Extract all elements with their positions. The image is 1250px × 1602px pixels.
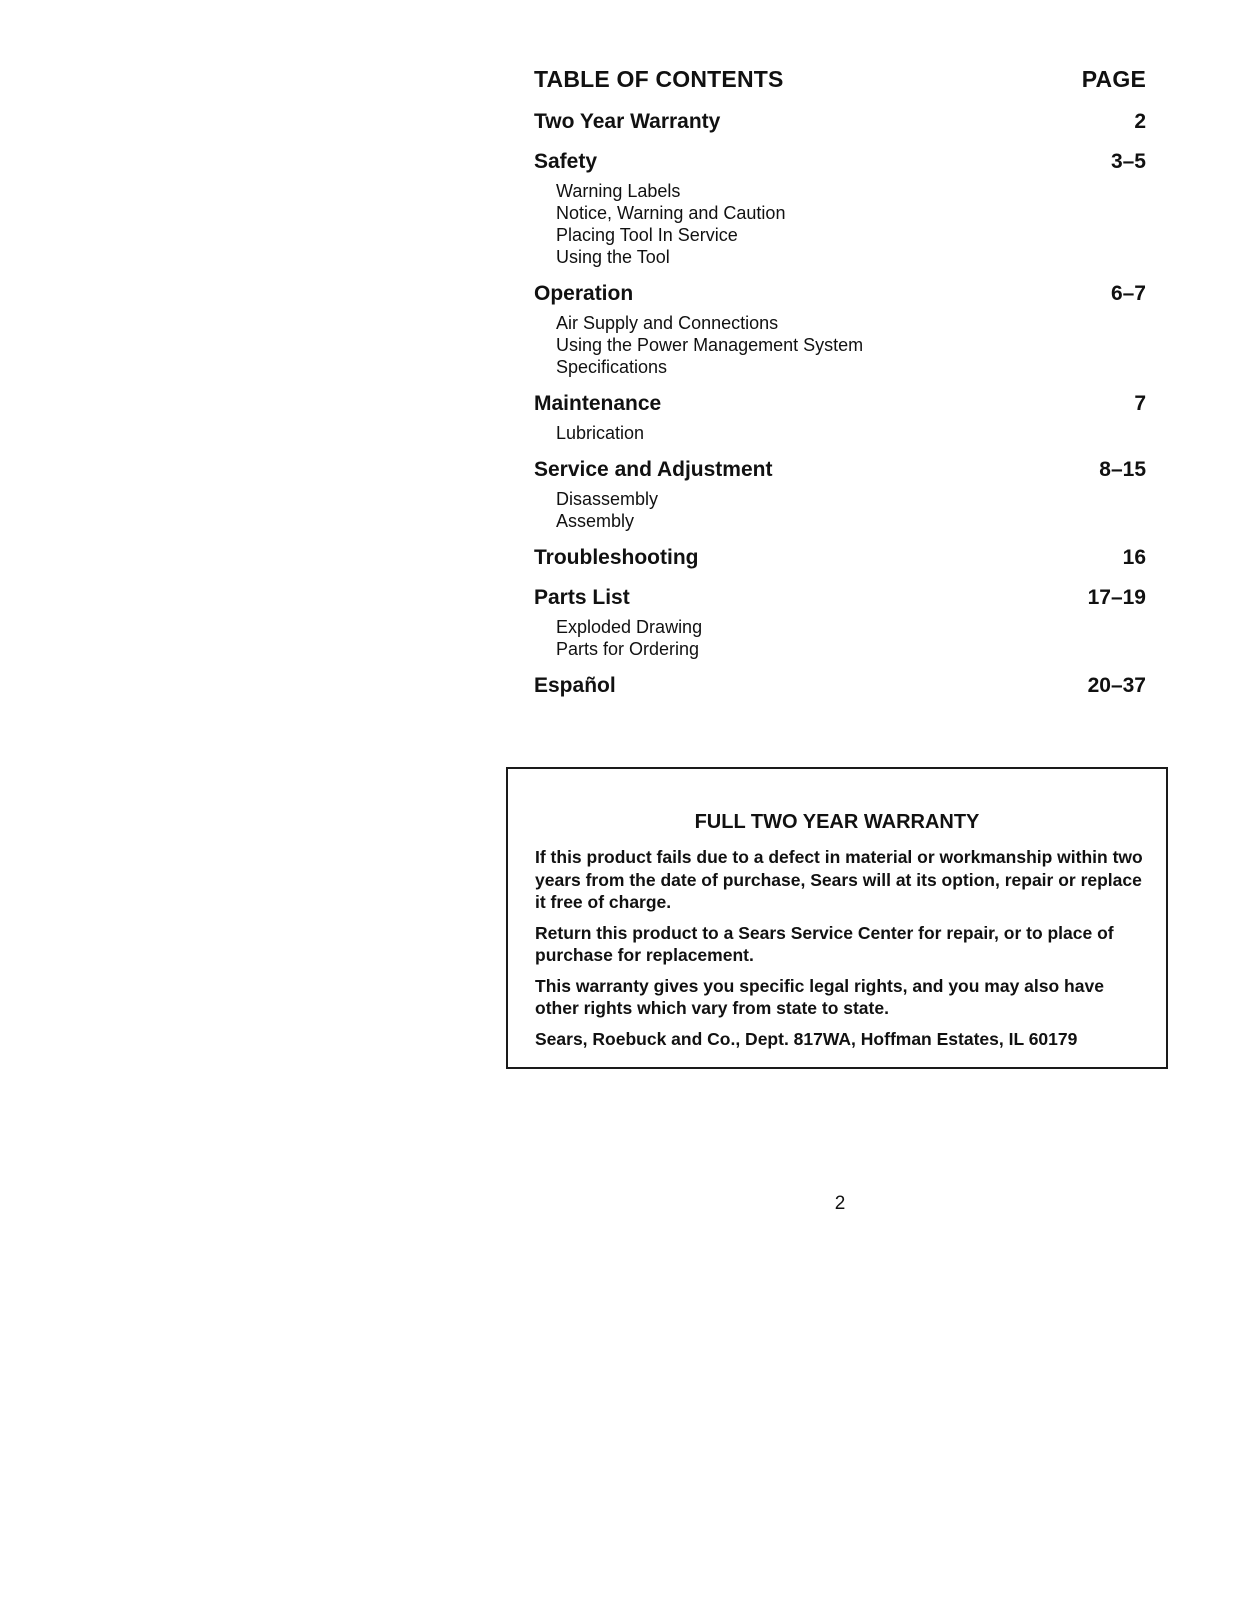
toc-entry	[534, 672, 1146, 700]
warranty-paragraph: If this product fails due to a defect in material or workmanship within two years from the date of purchase, Sears will at its option, repair or replace it free of charge.	[535, 847, 1143, 912]
toc-entry-title: Operation	[534, 282, 634, 305]
toc-entry	[534, 280, 1146, 308]
toc-subitem: Air Supply and Connections	[556, 313, 779, 333]
toc-entry-title: Español	[534, 674, 616, 697]
toc-subitems	[556, 312, 1146, 378]
toc-entry-page: 8–15	[1099, 458, 1146, 481]
toc-entry	[534, 544, 1146, 572]
toc-entry-page: 20–37	[1087, 674, 1146, 697]
warranty-address: Sears, Roebuck and Co., Dept. 817WA, Hoffman Estates, IL 60179	[535, 1028, 1078, 1049]
toc-subitem: Lubrication	[556, 423, 645, 443]
toc-subitem: Specifications	[556, 357, 668, 377]
toc-entry	[534, 456, 1146, 484]
warranty-paragraph: This warranty gives you specific legal rights, and you may also have other rights which vary from state to state.	[535, 975, 1104, 1018]
toc-header	[534, 66, 1146, 96]
page-number: 2	[834, 1193, 846, 1214]
toc-section-parts-list	[534, 584, 1146, 660]
toc-section-espanol	[534, 672, 1146, 700]
toc-subitem: Warning Labels	[556, 181, 681, 201]
toc-entry-title: Parts List	[534, 586, 630, 609]
toc-entry-title: Service and Adjustment	[534, 458, 773, 481]
table-of-contents	[534, 66, 1146, 700]
toc-entry-title: Two Year Warranty	[534, 110, 721, 133]
toc-entry	[534, 148, 1146, 176]
toc-subitem: Using the Power Management System	[556, 335, 864, 355]
toc-entry-title: Safety	[534, 150, 598, 173]
toc-entry-page: 16	[1122, 546, 1146, 569]
toc-entry	[534, 108, 1146, 136]
toc-section-troubleshooting	[534, 544, 1146, 572]
toc-entry	[534, 390, 1146, 418]
warranty-box	[506, 767, 1168, 1069]
toc-page-header: PAGE	[1081, 66, 1146, 92]
toc-entry-title: Troubleshooting	[534, 546, 699, 569]
toc-entry-page: 6–7	[1110, 282, 1146, 305]
toc-subitems	[556, 422, 1146, 444]
toc-section-maintenance	[534, 390, 1146, 444]
warranty-paragraph: Return this product to a Sears Service Center for repair, or to place of purchase for replacement.	[535, 922, 1114, 965]
toc-section-service	[534, 456, 1146, 532]
toc-subitem: Placing Tool In Service	[556, 225, 738, 245]
toc-subitem: Disassembly	[556, 489, 659, 509]
warranty-body	[535, 846, 1143, 1058]
toc-entry-title: Maintenance	[534, 392, 662, 415]
toc-section-operation	[534, 280, 1146, 378]
toc-section-safety	[534, 148, 1146, 268]
toc-subitems	[556, 616, 1146, 660]
toc-subitem: Using the Tool	[556, 247, 670, 267]
toc-entry-page: 2	[1134, 110, 1146, 133]
toc-subitem: Exploded Drawing	[556, 617, 703, 637]
toc-entry-page: 7	[1134, 392, 1146, 415]
toc-entry-page: 3–5	[1110, 150, 1146, 173]
toc-subitems	[556, 180, 1146, 268]
toc-subitems	[556, 488, 1146, 532]
toc-section-warranty	[534, 108, 1146, 136]
toc-title: TABLE OF CONTENTS	[534, 66, 784, 92]
toc-subitem: Notice, Warning and Caution	[556, 203, 786, 223]
toc-entry	[534, 584, 1146, 612]
warranty-title: FULL TWO YEAR WARRANTY	[694, 811, 980, 833]
toc-subitem: Assembly	[556, 511, 635, 531]
toc-entry-page: 17–19	[1087, 586, 1146, 609]
toc-subitem: Parts for Ordering	[556, 639, 700, 659]
